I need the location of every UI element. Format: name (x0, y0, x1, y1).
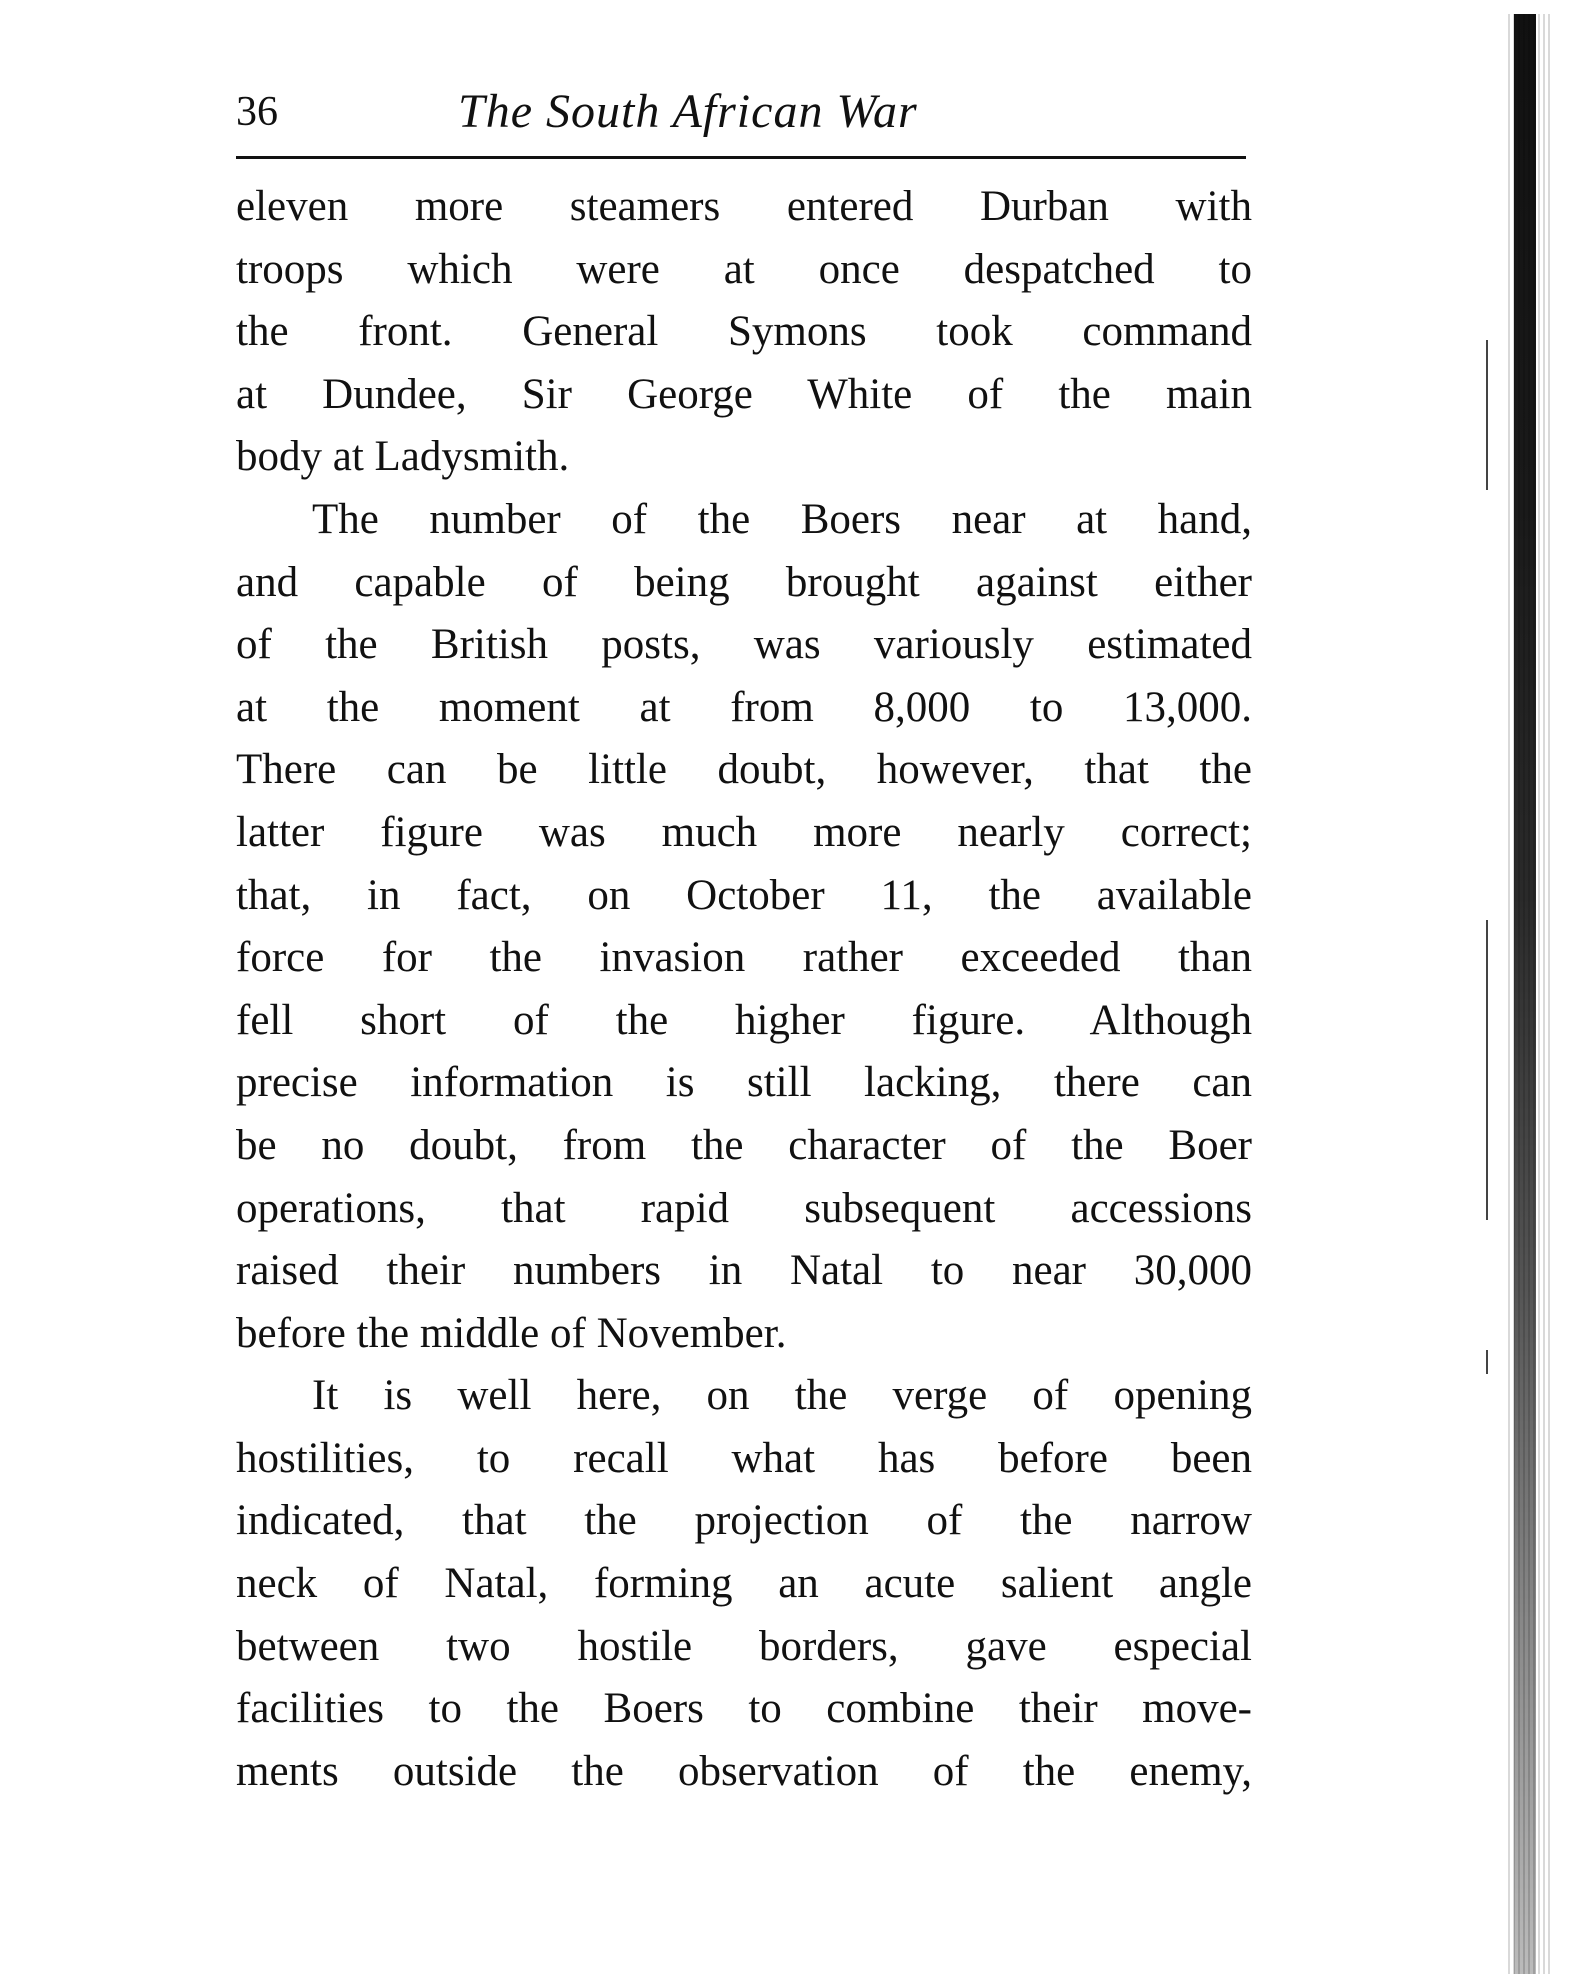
text-line: indicated, that the projection of the narrow (236, 1497, 1252, 1545)
text-line: be no doubt, from the character of the Boer (236, 1121, 1252, 1169)
text-line: troops which were at once despatched to (236, 245, 1252, 293)
text-line: at the moment at from 8,000 to 13,000. (236, 683, 1252, 731)
text-line: between two hostile borders, gave especial (236, 1622, 1252, 1670)
text-line: body at Ladysmith. (236, 433, 570, 481)
text-line: ments outside the observation of the enemy, (236, 1747, 1252, 1795)
page-number: 36 (236, 89, 278, 135)
text-line: There can be little doubt, however, that the (236, 746, 1252, 794)
text-line: It is well here, on the verge of opening (312, 1372, 1252, 1420)
text-line: eleven more steamers entered Durban with (236, 183, 1252, 230)
text-line: precise information is still lacking, there can (236, 1059, 1252, 1107)
text-line: latter figure was much more nearly correct; (236, 808, 1252, 856)
text-line: The number of the Boers near at hand, (312, 495, 1252, 543)
text-line: operations, that rapid subsequent accessions (236, 1184, 1252, 1232)
text-line: the front. General Symons took command (236, 308, 1252, 356)
text-line: raised their numbers in Natal to near 30,000 (236, 1247, 1252, 1295)
body-text (236, 176, 1252, 1803)
margin-mark (1486, 920, 1488, 1220)
margin-mark (1486, 1350, 1488, 1374)
text-line: of the British posts, was variously estimated (236, 621, 1252, 669)
text-line: at Dundee, Sir George White of the main (236, 370, 1252, 418)
text-line: before the middle of November. (236, 1309, 787, 1357)
text-line: facilities to the Boers to combine their move- (236, 1685, 1252, 1733)
text-line: and capable of being brought against either (236, 558, 1252, 606)
text-line: fell short of the higher figure. Although (236, 996, 1252, 1044)
header-rule (236, 156, 1246, 159)
edge-speckle (1508, 14, 1550, 1974)
text-line: hostilities, to recall what has before been (236, 1434, 1252, 1482)
text-line: that, in fact, on October 11, the available (236, 871, 1252, 919)
margin-mark (1486, 340, 1488, 490)
page-header (236, 82, 1246, 142)
text-line: neck of Natal, forming an acute salient angle (236, 1560, 1252, 1608)
scan-edge-shadow (1508, 14, 1550, 1974)
running-head: The South African War (458, 85, 918, 138)
text-line: force for the invasion rather exceeded than (236, 934, 1252, 982)
